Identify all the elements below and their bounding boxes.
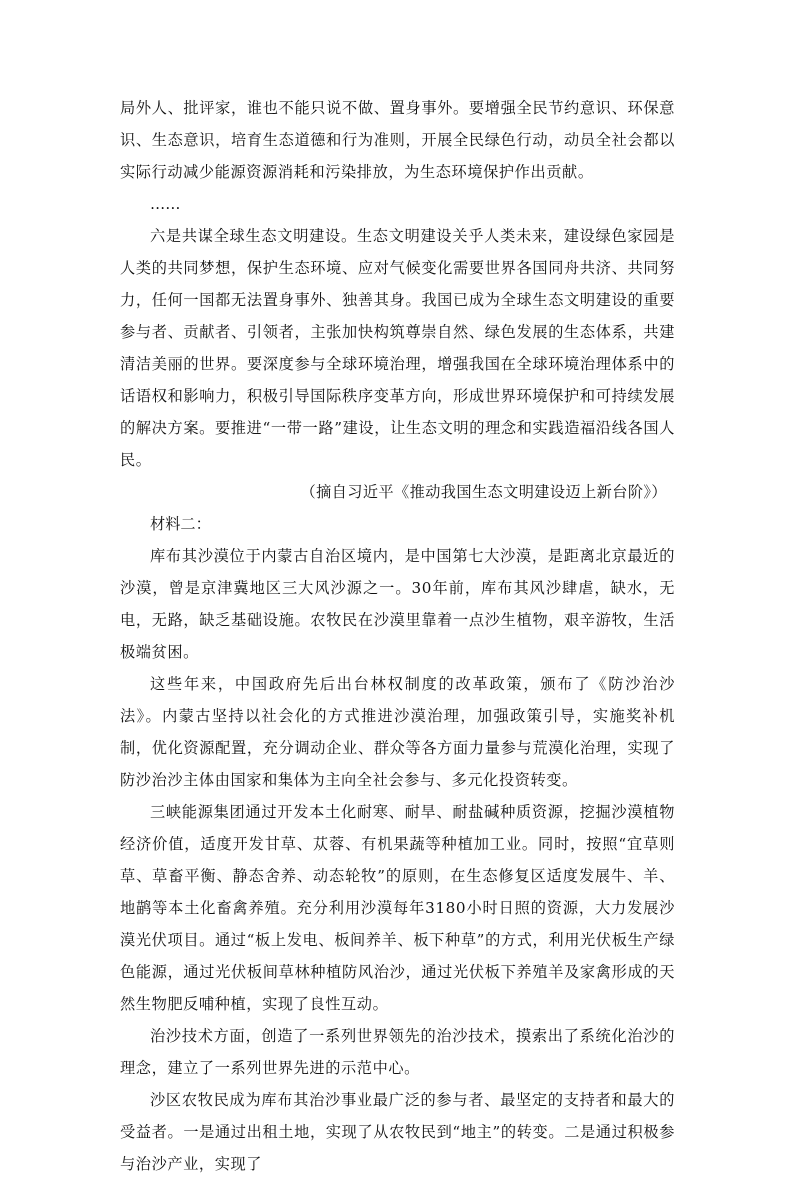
- paragraph-policy: 这些年来，中国政府先后出台林权制度的改革政策，颁布了《防沙治沙法》。内蒙古坚持以社会化的方式推进沙漠治理，加强政策引导，实施奖补机制，优化资源配置，充分调动企业、群众等各方面力量参与荒漠化治理，实现了防沙治沙主体由国家和集体为主向全社会参与、多元化投资转变。: [120, 675, 675, 789]
- ellipsis: ……: [150, 195, 181, 213]
- paragraph-kubuqi-intro: 库布其沙漠位于内蒙古自治区境内，是中国第七大沙漠，是距离北京最近的沙漠，曾是京津冀地区三大风沙源之一。30年前，库布其风沙肆虐，缺水，无电，无路，缺乏基础设施。农牧民在沙漠里靠着一点沙生植物，艰辛游牧，生活极端贫困。: [120, 547, 675, 661]
- material2-label: 材料二：: [150, 515, 211, 533]
- paragraph-technology: 治沙技术方面，创造了一系列世界领先的治沙技术，摸索出了系统化治沙的理念，建立了一系列世界先进的示范中心。: [120, 1027, 675, 1077]
- paragraph-herders: 沙区农牧民成为库布其治沙事业最广泛的参与者、最坚定的支持者和最大的受益者。一是通过出租土地，实现了从农牧民到“地主”的转变。二是通过积极参与治沙产业，实现了: [120, 1091, 675, 1173]
- paragraph-three-gorges: 三峡能源集团通过开发本土化耐寒、耐旱、耐盐碱种质资源，挖掘沙漠植物经济价值，适度开发甘草、苁蓉、有机果蔬等种植加工业。同时，按照“宜草则草、草畜平衡、静态舍养、动态轮牧”的原则，在生态修复区适度发展牛、羊、地鹋等本土化畜禽养殖。充分利用沙漠每年3180小时日照的资源，大力发展沙漠光伏项目。通过“板上发电、板间养羊、板下种草”的方式，利用光伏板生产绿色能源，通过光伏板间草林种植防风治沙，通过光伏板下养殖羊及家禽形成的天然生物肥反哺种植，实现了良性互动。: [120, 803, 675, 1013]
- paragraph-material1-continued: 局外人、批评家，谁也不能只说不做、置身事外。要增强全民节约意识、环保意识、生态意识，培育生态道德和行为准则，开展全民绿色行动，动员全社会都以实际行动减少能源资源消耗和污染排放，为生态环境保护作出贡献。: [120, 99, 675, 181]
- document-page: [120, 92, 675, 1180]
- source-citation: （摘自习近平《推动我国生态文明建设迈上新台阶》）: [300, 483, 667, 501]
- paragraph-global-ecology: 六是共谋全球生态文明建设。生态文明建设关乎人类未来，建设绿色家园是人类的共同梦想，保护生态环境、应对气候变化需要世界各国同舟共济、共同努力，任何一国都无法置身事外、独善其身。我国已成为全球生态文明建设的重要参与者、贡献者、引领者，主张加快构筑尊崇自然、绿色发展的生态体系，共建清洁美丽的世界。要深度参与全球环境治理，增强我国在全球环境治理体系中的话语权和影响力，积极引导国际秩序变革方向，形成世界环境保护和可持续发展的解决方案。要推进“一带一路”建设，让生态文明的理念和实践造福沿线各国人民。: [120, 227, 675, 469]
